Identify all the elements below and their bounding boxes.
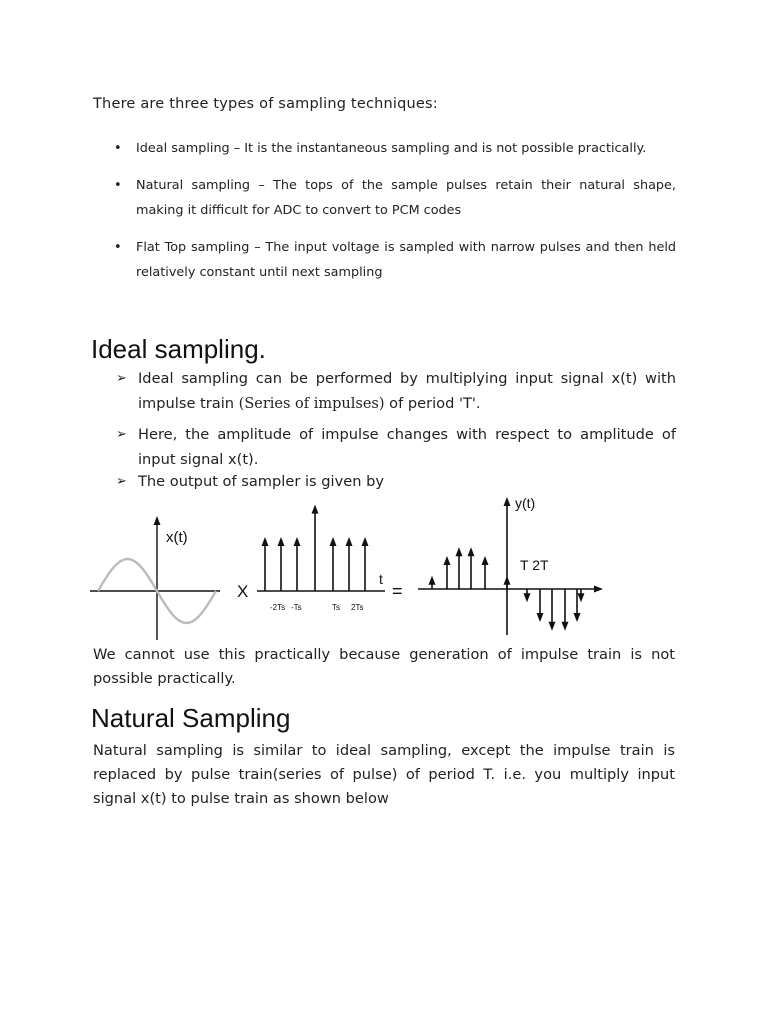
sample-arrow-up-icon xyxy=(456,547,463,556)
sample-arrow-down-icon xyxy=(549,622,556,631)
arrow-bullet-icon: ➢ xyxy=(116,474,127,489)
tick-label: Ts xyxy=(332,603,340,612)
multiply-symbol: X xyxy=(237,582,249,601)
sample-arrow-down-icon xyxy=(574,613,581,622)
ideal-point-amplitude xyxy=(116,422,676,472)
yt-axis-arrow-up-icon xyxy=(504,497,511,506)
point-text-end: of period 'T'. xyxy=(384,395,481,412)
sample-arrow-down-icon xyxy=(537,613,544,622)
tick-label: -2Ts xyxy=(270,603,286,612)
impulse-arrow-icon xyxy=(362,537,369,546)
sampling-types-list xyxy=(114,136,676,285)
impulse-arrow-icon xyxy=(278,537,285,546)
impulse-train-graph xyxy=(257,505,385,612)
natural-sampling-heading: Natural Sampling xyxy=(91,703,291,733)
xt-axis-arrow-icon xyxy=(154,516,161,525)
impulse-arrow-icon xyxy=(330,537,337,546)
impulse-arrow-icon xyxy=(262,537,269,546)
arrow-bullet-icon: ➢ xyxy=(116,371,127,386)
list-item-ideal: • Ideal sampling – It is the instantaneous sampling and is not possible practically. xyxy=(114,136,676,161)
tick-label: -Ts xyxy=(291,603,302,612)
period-label: T 2T xyxy=(520,557,549,573)
sample-arrow-up-icon xyxy=(444,556,451,565)
ideal-sampling-diagram xyxy=(80,488,620,646)
time-axis-label: t xyxy=(379,571,383,587)
yt-axis-arrow-icon xyxy=(594,586,603,593)
ideal-sampling-heading: Ideal sampling. xyxy=(91,334,266,364)
point-text: The output of sampler is given by xyxy=(138,473,384,490)
point-emphasis: (Series of impulses) xyxy=(238,396,385,412)
yt-label: y(t) xyxy=(515,495,536,511)
sample-arrow-down-icon xyxy=(562,622,569,631)
tick-label: 2Ts xyxy=(351,603,364,612)
impractical-note: We cannot use this practically because generation of impulse train is not possible practically. xyxy=(93,646,675,687)
sample-arrow-down-icon xyxy=(578,593,585,602)
sample-arrow-up-icon xyxy=(482,556,489,565)
sampled-output-graph xyxy=(418,495,603,635)
sample-arrow-up-icon xyxy=(504,576,511,585)
list-item-flat-top: • Flat Top sampling – The input voltage is sampled with narrow pulses and then held relatively constant until next sampling xyxy=(114,235,676,285)
equals-symbol: = xyxy=(392,581,403,601)
impulse-arrow-icon xyxy=(312,505,319,514)
intro-text: There are three types of sampling techniques: xyxy=(93,96,438,112)
ideal-points-list xyxy=(116,366,676,494)
natural-sampling-text: Natural sampling is similar to ideal sampling, except the impulse train is replaced by pulse train(series of pulse) of period T. i.e. you multiply input signal x(t) to pulse train as shown below xyxy=(93,742,675,807)
impulse-arrow-icon xyxy=(294,537,301,546)
sample-arrow-down-icon xyxy=(524,593,531,602)
ideal-point-multiply xyxy=(116,366,676,417)
list-item-natural: • Natural sampling – The tops of the sample pulses retain their natural shape, making it difficult for ADC to convert to PCM codes xyxy=(114,173,676,223)
xt-label: x(t) xyxy=(166,529,188,546)
sample-arrow-up-icon xyxy=(429,576,436,585)
impulse-arrow-icon xyxy=(346,537,353,546)
point-text: Ideal sampling can be performed by multiplying input signal x(t) with impulse train xyxy=(138,370,676,412)
input-signal-graph xyxy=(90,516,220,640)
sample-arrow-up-icon xyxy=(468,547,475,556)
arrow-bullet-icon: ➢ xyxy=(116,427,127,442)
point-text: Here, the amplitude of impulse changes with respect to amplitude of input signal x(t). xyxy=(138,426,676,468)
